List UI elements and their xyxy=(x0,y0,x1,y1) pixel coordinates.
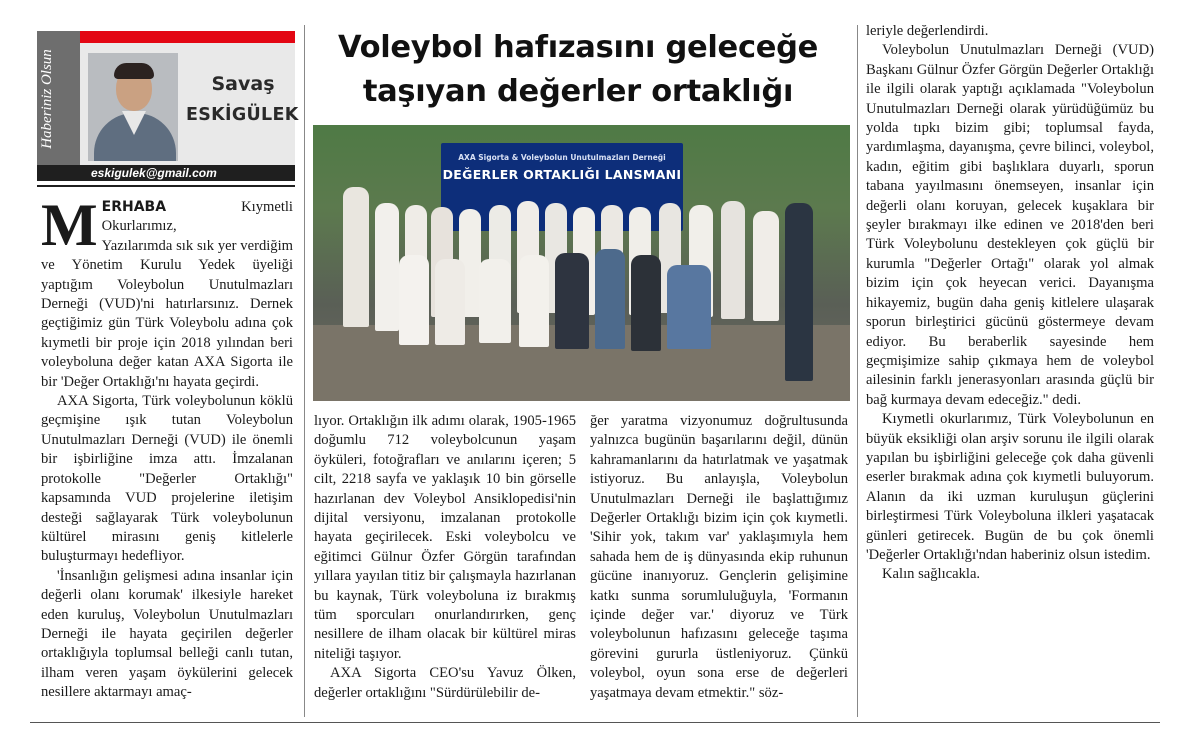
photo-person xyxy=(785,203,813,381)
article-headline xyxy=(312,26,844,114)
photo-person xyxy=(631,255,661,351)
column-name: Haberiniz Olsun xyxy=(39,49,55,149)
paragraph: leriyle değerlendirdi. xyxy=(866,23,989,39)
header-red-bar xyxy=(80,31,295,43)
columnist-header xyxy=(37,31,299,181)
photo-person xyxy=(435,259,465,345)
photo-person xyxy=(667,265,711,349)
article-column-4 xyxy=(866,22,1154,585)
column-side-label xyxy=(37,31,80,165)
author-photo xyxy=(88,53,178,161)
paragraph: Voleybolun Unutulmazları Derneği (VUD) Başkanı Gülnur Özfer Görgün Değerler Ortaklığı ile ilgili olarak yaptığı açıklamada "Voleybolun Unutulmazları Derneği olarak yürüdüğümüz bu yolda tıpkı bizim gibi; toplumsal fayda, yardımlaşma, dayanışma, çevre bilinci, voleybol, kadın, eğitim gibi başlıklara duyarlı, sporun tabana yayılmasını önemseyen, insanlar için değerli olanı koruyan, gelecek kuşaklara bir şeyler bırakmayı ilke edinen ve 2018'den beri Türk Voleybolunu destekleyen çok güçlü bir kurumla "Değerler Ortağı" olarak yol almak bizim için çok heyecan verici. Dayanışma hikayemiz, bugün daha geniş kitlelere ulaşarak sporun birleştirici gücünü göstermeye devam ediyor. Bu beraberlik sayesinde hem geçmişimize sahip çıkmaya hem de voleybol ailesinin farklı jenerasyonları arasında güçlü bir bağ kurmaya devam edeceğiz." dedi. xyxy=(866,42,1154,408)
header-main xyxy=(80,43,299,165)
greeting: Kıymetli Okurlarımız, xyxy=(101,199,293,235)
paragraph: Yazılarımda sık sık yer verdiğim ve Yönetim Kurulu Yedek üyeliği yaptığım Voleybolun Unutulmazları Derneği (VUD)'ni hatırlarsınız. Dernek geçtiğimiz gün Türk Voleybolu adına çok kıymetli bir proje için 2018 yılından beri voleyboluna değer katan AXA Sigorta ile bir 'Değer Ortaklığı'nı hayata geçirdi. xyxy=(41,237,293,390)
author-photo-hair xyxy=(114,63,154,79)
headline-line-2: taşıyan değerler ortaklığı xyxy=(362,74,794,109)
author-last-name: ESKİGÜLEK xyxy=(186,105,299,125)
lead-paragraph xyxy=(41,192,293,258)
author-email: eskigulek@gmail.com xyxy=(91,166,217,180)
article-column-3 xyxy=(590,412,848,703)
author-first-name: Savaş xyxy=(211,73,275,95)
paragraph: Kıymetli okurlarımız, Türk Voleybolunun en büyük eksikliği olan arşiv sorunu ile ilgili olarak yapılan bu işbirliğini geleceğe çok daha güvenli eserler bırakmak adına çok kıymetli buluyorum. Alanın da iki uzman kuruluşun güçlerini birleştirmesi Türk Voleyboluna ilkleri yaşatacak günleri getirecek. Bugün de bu çok önemli 'Değerler Ortaklığı'ndan haberiniz olsun istedim. xyxy=(866,411,1154,563)
paragraph: lıyor. Ortaklığın ilk adımı olarak, 1905-1965 doğumlu 712 voleybolcunun yaşam öyküleri, fotoğrafları ve anılarını içeren; 5 cilt, 2218 sayfa ve yaklaşık 10 bin görselle hazırlanan dev Voleybol Ansiklopedisi'nin dijital versiyonu, imzalanan protokolle hayata geçirilecek. Eski voleybolcu ve eğitimci Gülnur Özfer Görgün tarafından yıllara yayılan titiz bir çalışmayla hazırlanan bu kaynak, Türk voleyboluna iz bırakmış tüm sporcuları onurlandırırken, genç nesillere de ilham olacak bir kültürel miras niteliği taşıyor. xyxy=(314,413,576,662)
banner-title: DEĞERLER ORTAKLIĞI LANSMANI xyxy=(442,167,682,182)
page-bottom-rule xyxy=(30,722,1160,723)
paragraph: AXA Sigorta, Türk voleybolunun köklü geçmişine ışık tutan Voleybolun Unutulmazları Derneği (VUD) ile önemli bir işbirliğine imza attı. İmzalanan protokolle "Değerler Ortaklığı" kapsamında VUD projelerine iletişim desteği sağlayarak Türk voleybolunun kültürel mirasını geniş kitlelerle buluşturmayı hedefliyor. xyxy=(41,393,293,565)
photo-person xyxy=(555,253,589,349)
paragraph: ğer yaratma vizyonumuz doğrultusunda yalnızca bugünün başarılarını değil, dünün kahramanlarını da hatırlatmak ve yaşatmak istiyoruz. Bu anlayışla, Voleybolun Unutulmazları Derneği ile başlattığımız Değerler Ortaklığı bizim için çok kıymetli. 'Sihir yok, takım var' yaklaşımıyla hem sahada hem de iş dünyasında ekip ruhunun gücüne inanıyoruz. Gençlerin gelişimine katkı sunma sorumluluğuyla, 'Formanın içinde değer var.' diyoruz ve Türk voleybolunun hafızasını geleceğe taşıma görevini gururla üstleniyoruz. Çünkü voleybol, oyun sona erse de değerleri yaşatmaya devam etmektir." söz- xyxy=(590,413,848,701)
banner-subtitle: AXA Sigorta & Voleybolun Unutulmazları Derneği xyxy=(458,153,666,162)
photo-person xyxy=(595,249,625,349)
drop-cap: M xyxy=(41,192,98,258)
group-photo xyxy=(313,125,850,401)
photo-person xyxy=(399,255,429,345)
article-column-1 xyxy=(41,192,293,703)
header-divider xyxy=(37,185,295,187)
author-email-bar xyxy=(37,165,295,181)
column-divider xyxy=(857,25,858,717)
photo-person xyxy=(753,211,779,321)
photo-person xyxy=(343,187,369,327)
column-divider xyxy=(304,25,305,717)
sign-off: Kalın sağlıcakla. xyxy=(882,566,981,583)
headline-line-1: Voleybol hafızasını geleceğe xyxy=(337,30,819,65)
photo-person xyxy=(375,203,399,331)
photo-person xyxy=(519,255,549,347)
photo-person xyxy=(721,201,745,319)
lead-word: ERHABA xyxy=(101,199,167,215)
photo-person xyxy=(479,259,511,343)
paragraph: 'İnsanlığın gelişmesi adına insanlar için değerli olanı korumak' ilkesiyle hareket eden kuruluş, Voleybolun Unutulmazları Derneği ile hayata geçirilen değerler ortaklığıyla toplumsal belleği canlı tutan, ilham veren yaşam öykülerini gelecek nesillere aktarmayı amaç- xyxy=(41,567,293,701)
article-column-2 xyxy=(314,412,576,703)
paragraph: AXA Sigorta CEO'su Yavuz Ölken, değerler ortaklığını "Sürdürülebilir de- xyxy=(314,665,576,701)
